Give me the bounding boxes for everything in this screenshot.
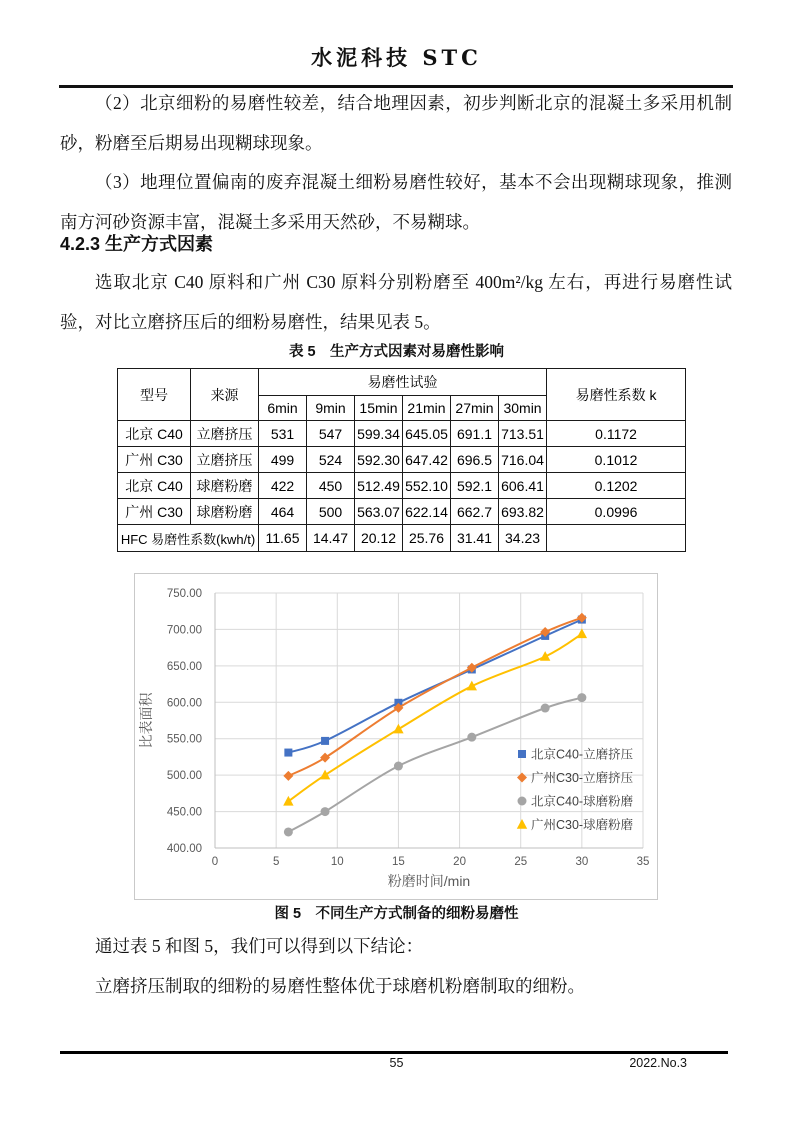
svg-text:0: 0 (211, 856, 219, 868)
chart-svg (134, 573, 658, 900)
cell-value: 693.82 (499, 499, 547, 525)
legend-label: 北京C40-球磨粉磨 (531, 794, 634, 809)
cell-value: 14.47 (307, 525, 355, 552)
svg-text:10: 10 (330, 856, 344, 868)
data-point-marker (321, 737, 329, 745)
svg-text:35: 35 (636, 856, 650, 868)
col-header-time: 21min (403, 396, 451, 421)
legend-item (518, 794, 634, 809)
data-point-marker (577, 693, 586, 702)
col-header-test-group: 易磨性试验 (259, 369, 547, 396)
legend-item (517, 817, 633, 832)
cell-value: 512.49 (355, 473, 403, 499)
conclusion-point: 立磨挤压制取的细粉的易磨性整体优于球磨机粉磨制取的细粉。 (95, 976, 585, 996)
legend-label: 北京C40-立磨挤压 (531, 747, 634, 762)
table-row (118, 447, 686, 473)
page-number: 55 (389, 1056, 404, 1070)
cell-source: 球磨粉磨 (191, 473, 259, 499)
cell-k: 0.1202 (547, 473, 686, 499)
cell-k-empty (547, 525, 686, 552)
table-row (118, 499, 686, 525)
data-point-marker (284, 827, 293, 836)
cell-value: 696.5 (451, 447, 499, 473)
cell-value: 622.14 (403, 499, 451, 525)
cell-value: 606.41 (499, 473, 547, 499)
cell-value: 524 (307, 447, 355, 473)
issue-number: 2022.No.3 (629, 1056, 687, 1070)
legend-item (518, 747, 634, 762)
cell-model: 广州 C30 (118, 447, 191, 473)
data-point-marker (541, 704, 550, 713)
cell-value: 662.7 (451, 499, 499, 525)
svg-text:5: 5 (272, 856, 280, 868)
cell-model: 北京 C40 (118, 473, 191, 499)
cell-value: 645.05 (403, 421, 451, 447)
svg-text:15: 15 (392, 856, 405, 868)
svg-text:25: 25 (514, 856, 528, 868)
cell-value: 25.76 (403, 525, 451, 552)
cell-value: 592.30 (355, 447, 403, 473)
table-row (118, 421, 686, 447)
grindability-table (117, 368, 686, 552)
footer-rule (60, 1051, 728, 1054)
svg-text:450.00: 450.00 (166, 806, 202, 819)
svg-text:20: 20 (453, 856, 466, 868)
svg-text:30: 30 (575, 856, 589, 868)
col-header-model: 型号 (118, 369, 191, 421)
cell-value: 552.10 (403, 473, 451, 499)
cell-value: 599.34 (355, 421, 403, 447)
svg-text:750.00: 750.00 (166, 588, 202, 600)
cell-value: 450 (307, 473, 355, 499)
svg-text:600.00: 600.00 (166, 697, 202, 710)
col-header-time: 30min (499, 396, 547, 421)
cell-value: 531 (259, 421, 307, 447)
cell-source: 球磨粉磨 (191, 499, 259, 525)
col-header-source: 来源 (191, 369, 259, 421)
journal-title: 水泥科技 STC (311, 45, 482, 70)
cell-value: 464 (259, 499, 307, 525)
svg-text:500.00: 500.00 (166, 770, 202, 783)
cell-value: 592.1 (451, 473, 499, 499)
paragraph-point-3: （3）地理位置偏南的废弃混凝土细粉易磨性较好，基本不会出现糊球现象，推测南方河砂资源丰富，混凝土多采用天然砂，不易糊球。 (60, 172, 732, 232)
cell-source: 立磨挤压 (191, 447, 259, 473)
legend-label: 广州C30-球磨粉磨 (531, 818, 634, 832)
cell-k: 0.0996 (547, 499, 686, 525)
data-point-marker (518, 797, 527, 806)
cell-value: 20.12 (355, 525, 403, 552)
conclusion-block (60, 926, 732, 1006)
data-point-marker (467, 733, 476, 742)
x-axis-title: 粉磨时间/min (387, 873, 471, 889)
svg-text:700.00: 700.00 (166, 624, 202, 637)
cell-value: 34.23 (499, 525, 547, 552)
col-header-time: 6min (259, 396, 307, 421)
data-point-marker (394, 762, 403, 771)
svg-text:400.00: 400.00 (166, 843, 202, 855)
cell-value: 422 (259, 473, 307, 499)
legend-item (517, 770, 634, 785)
svg-text:650.00: 650.00 (166, 660, 202, 673)
col-header-k: 易磨性系数 k (547, 369, 686, 421)
col-header-time: 15min (355, 396, 403, 421)
cell-hfc-label: HFC 易磨性系数(kwh/t) (118, 525, 259, 552)
cell-k: 0.1012 (547, 447, 686, 473)
cell-value: 499 (259, 447, 307, 473)
paragraph-point-2: （2）北京细粉的易磨性较差，结合地理因素，初步判断北京的混凝土多采用机制砂，粉磨至后期易出现糊球现象。 (60, 93, 732, 153)
conclusion-intro: 通过表 5 和图 5，我们可以得到以下结论： (95, 936, 424, 956)
cell-value: 31.41 (451, 525, 499, 552)
intro-paragraph-block (60, 263, 732, 342)
cell-value: 547 (307, 421, 355, 447)
y-axis-title: 比表面积 (138, 692, 154, 749)
body-paragraphs (60, 84, 732, 242)
cell-value: 691.1 (451, 421, 499, 447)
cell-model: 北京 C40 (118, 421, 191, 447)
figure-caption: 图 5 不同生产方式制备的细粉易磨性 (274, 906, 519, 922)
table-row-hfc (118, 525, 686, 552)
cell-value: 500 (307, 499, 355, 525)
col-header-time: 27min (451, 396, 499, 421)
table-caption: 表 5 生产方式因素对易磨性影响 (288, 344, 505, 360)
grindability-chart (134, 573, 658, 900)
cell-k: 0.1172 (547, 421, 686, 447)
svg-text:550.00: 550.00 (166, 733, 202, 746)
cell-value: 563.07 (355, 499, 403, 525)
data-point-marker (518, 750, 526, 758)
cell-value: 647.42 (403, 447, 451, 473)
table-row (118, 473, 686, 499)
section-heading: 4.2.3 生产方式因素 (60, 234, 214, 254)
cell-source: 立磨挤压 (191, 421, 259, 447)
legend-label: 广州C30-立磨挤压 (531, 771, 634, 785)
cell-value: 713.51 (499, 421, 547, 447)
col-header-time: 9min (307, 396, 355, 421)
data-point-marker (321, 807, 330, 816)
cell-model: 广州 C30 (118, 499, 191, 525)
intro-paragraph: 选取北京 C40 原料和广州 C30 原料分别粉磨至 400m²/kg 左右，再进行易磨性试验，对比立磨挤压后的细粉易磨性，结果见表 5。 (60, 272, 732, 332)
table-header-row-1 (118, 369, 686, 396)
data-point-marker (284, 749, 292, 757)
cell-value: 716.04 (499, 447, 547, 473)
cell-value: 11.65 (259, 525, 307, 552)
